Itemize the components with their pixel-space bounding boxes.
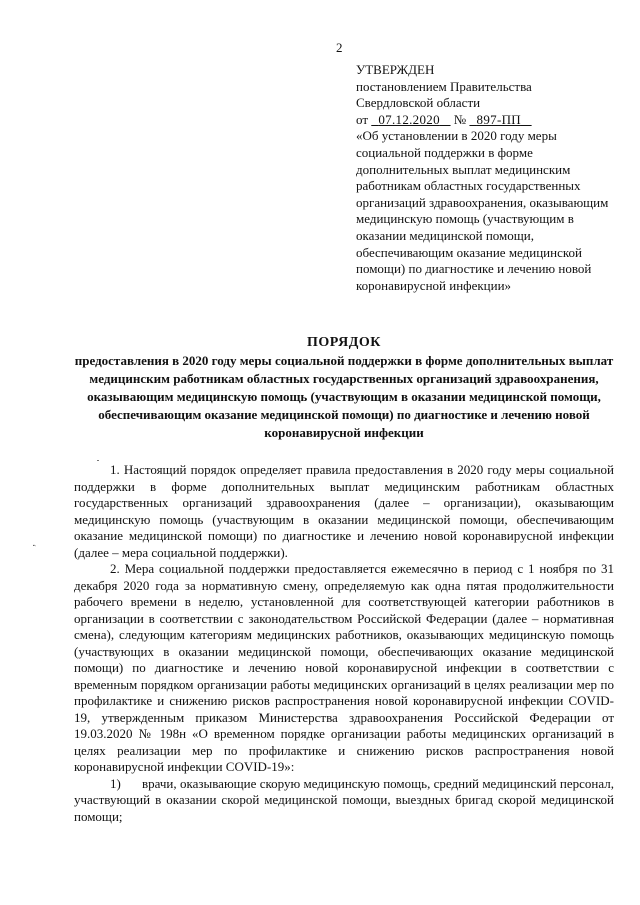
paragraph-2: 2. Мера социальной поддержки предоставляется ежемесячно в период с 1 ноября по 31 декабря 2020 года за нормативную смену, определяемую как одна пятая продолжительности рабочего времени в неделю, установленной для соответствующей категории работников в организации в соответствии с законодательством Российской Федерации (далее – нормативная смена), следующим категориям медицинских работников, оказывающих медицинскую помощь (участвующих в оказании медицинской помощи, обеспечивающих оказание медицинской помощи) по диагностике и лечению новой коронавирусной инфекции в соответствии с временным порядком организации работы медицинских организаций в целях реализации мер по профилактике и снижению рисков распространения новой коронавирусной инфекции COVID-19, утвержденным приказом Министерства здравоохранения Российской Федерации от 19.03.2020 № 198н «О временном порядке организации работы медицинских организаций в целях реализации мер по профилактике и снижению рисков распространения новой коронавирусной инфекции COVID-19»: [74, 561, 614, 774]
list-item-number: 1) [110, 775, 121, 791]
date-prefix: от [356, 111, 369, 127]
decree-number: 897-ПП [476, 111, 521, 127]
list-item-1 [74, 776, 614, 826]
approval-block [356, 62, 618, 294]
paragraph-1: 1. Настоящий порядок определяет правила предоставления в 2020 году меры социальной поддержки в форме дополнительных выплат медицинским работникам областных государственных организаций здравоохранения (далее – организации), оказывающим медицинскую помощь (участвующим в оказании медицинской помощи, обеспечивающим оказание медицинской помощи) по диагностике и лечению новой коронавирусной инфекции (далее – мера социальной поддержки). [74, 462, 614, 560]
document-body [74, 462, 614, 825]
approval-date-line [356, 112, 618, 129]
document-title-block [66, 334, 622, 442]
list-item-text: врачи, оказывающие скорую медицинскую помощь, средний медицинский персонал, участвующий в оказании скорой медицинской помощи, выездных бригад скорой медицинской помощи; [74, 775, 614, 824]
document-subtitle: предоставления в 2020 году меры социальной поддержки в форме дополнительных выплат медицинским работникам областных государственных организаций здравоохранения, оказывающим медицинскую помощь (участвующим в оказании медицинской помощи, обеспечивающим оказание медицинской помощи) по диагностике и лечению новой коронавирусной инфекции [74, 353, 614, 440]
approval-status: УТВЕРЖДЕН [356, 62, 435, 77]
decree-date: 07.12.2020 [378, 111, 440, 127]
document-heading: ПОРЯДОК [307, 335, 381, 350]
page-number: 2 [336, 40, 343, 55]
number-prefix: № [453, 111, 467, 127]
stray-mark [97, 460, 99, 461]
margin-mark: ʼ [32, 543, 44, 548]
approval-line-1: постановлением Правительства [356, 78, 532, 94]
approval-body: «Об установлении в 2020 году меры социальной поддержки в форме дополнительных выплат медицинским работникам областных государственных организаций здравоохранения, оказывающим медицинскую помощь (участвующим в оказании медицинской помощи, обеспечивающим оказание медицинской помощи) по диагностике и лечению новой коронавирусной инфекции» [356, 128, 609, 293]
approval-line-2: Свердловской области [356, 95, 481, 111]
